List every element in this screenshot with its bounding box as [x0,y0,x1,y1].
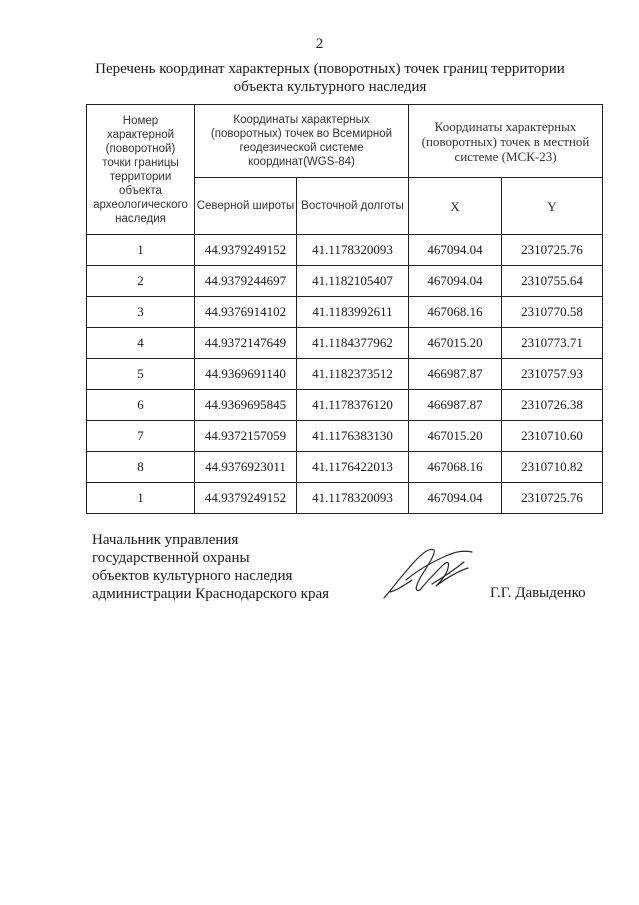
cell-y: 2310725.76 [502,235,603,266]
cell-y: 2310773.71 [502,328,603,359]
signatory-line-3: объектов культурного наследия [92,568,293,584]
table-row [87,390,603,421]
cell-y: 2310710.82 [502,452,603,483]
handwritten-signature-icon [376,540,480,604]
cell-y: 2310755.64 [502,266,603,297]
document-title [60,60,600,96]
cell-x: 466987.87 [409,390,502,421]
cell-point-number: 8 [87,452,195,483]
cell-point-number: 1 [87,483,195,514]
cell-longitude: 41.1183992611 [297,297,409,328]
cell-latitude: 44.9376914102 [195,297,297,328]
table-row [87,297,603,328]
cell-y: 2310726.38 [502,390,603,421]
cell-point-number: 6 [87,390,195,421]
cell-point-number: 4 [87,328,195,359]
cell-longitude: 41.1178320093 [297,235,409,266]
cell-latitude: 44.9369695845 [195,390,297,421]
cell-point-number: 7 [87,421,195,452]
header-x: X [409,178,502,235]
cell-x: 467068.16 [409,452,502,483]
header-y: Y [502,178,603,235]
header-longitude: Восточной долготы [297,178,409,235]
cell-x: 467094.04 [409,235,502,266]
coordinates-table [86,104,603,514]
cell-point-number: 1 [87,235,195,266]
cell-latitude: 44.9372157059 [195,421,297,452]
cell-x: 466987.87 [409,359,502,390]
cell-longitude: 41.1182373512 [297,359,409,390]
table-row [87,235,603,266]
cell-x: 467015.20 [409,421,502,452]
cell-longitude: 41.1178376120 [297,390,409,421]
table-row [87,483,603,514]
cell-longitude: 41.1176383130 [297,421,409,452]
header-latitude: Северной широты [195,178,297,235]
signatory-line-4: администрации Краснодарского края [92,586,330,602]
signatory-line-2: государственной охраны [92,550,250,566]
cell-latitude: 44.9376923011 [195,452,297,483]
title-line-1: Перечень координат характерных (поворотных) точек границ территории [95,61,565,77]
signer-name: Г.Г. Давыденко [490,585,586,601]
cell-y: 2310725.76 [502,483,603,514]
title-line-2: объекта культурного наследия [233,79,427,95]
page-number: 2 [315,36,324,52]
cell-latitude: 44.9369691140 [195,359,297,390]
table-row [87,266,603,297]
cell-longitude: 41.1178320093 [297,483,409,514]
table-row [87,328,603,359]
cell-latitude: 44.9379249152 [195,483,297,514]
table-row [87,359,603,390]
cell-point-number: 3 [87,297,195,328]
cell-longitude: 41.1176422013 [297,452,409,483]
header-wgs84: Координаты характерных (поворотных) точек во Всемирной геодезической системе координат(WGS-84) [195,105,409,178]
cell-x: 467015.20 [409,328,502,359]
header-msk23: Координаты характерных (поворотных) точек в местной системе (МСК-23) [409,105,603,178]
cell-latitude: 44.9379244697 [195,266,297,297]
cell-y: 2310770.58 [502,297,603,328]
header-point-number: Номер характерной (поворотной) точки границы территории объекта археологического наследия [87,105,195,235]
cell-x: 467094.04 [409,266,502,297]
table-body [87,235,603,514]
cell-point-number: 5 [87,359,195,390]
table-row [87,452,603,483]
cell-y: 2310710.60 [502,421,603,452]
cell-y: 2310757.93 [502,359,603,390]
cell-longitude: 41.1182105407 [297,266,409,297]
signatory-position [92,531,329,603]
signatory-line-1: Начальник управления [92,532,239,548]
cell-longitude: 41.1184377962 [297,328,409,359]
cell-x: 467094.04 [409,483,502,514]
table-row [87,421,603,452]
cell-point-number: 2 [87,266,195,297]
cell-latitude: 44.9379249152 [195,235,297,266]
cell-latitude: 44.9372147649 [195,328,297,359]
cell-x: 467068.16 [409,297,502,328]
